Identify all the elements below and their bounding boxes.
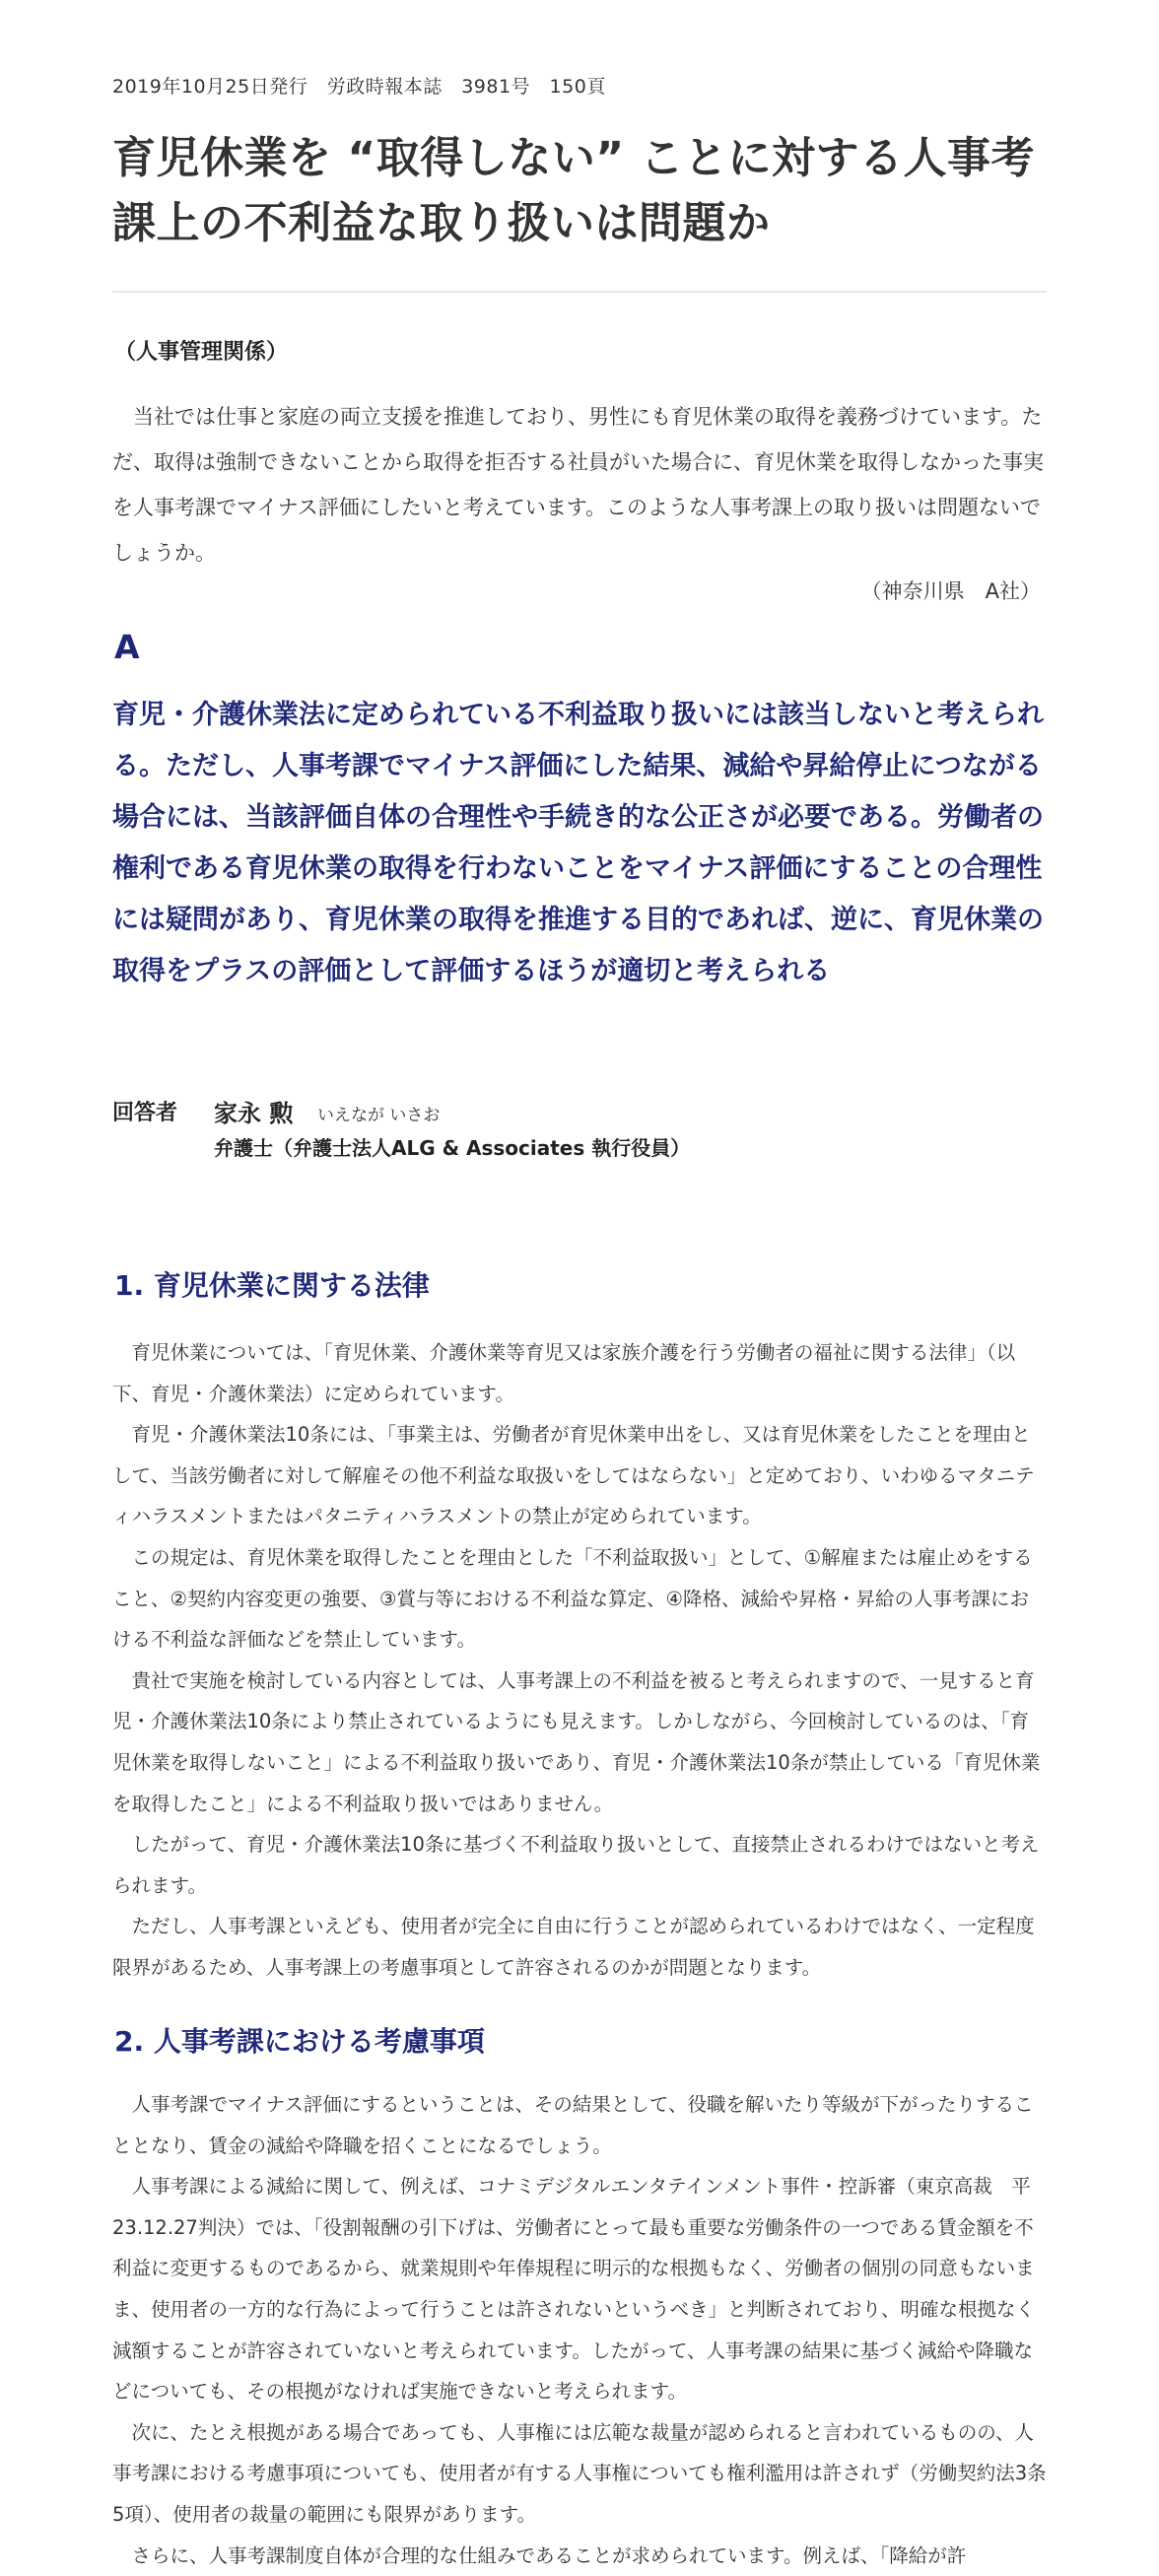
question-text: 当社では仕事と家庭の両立支援を推進しており、男性にも育児休業の取得を義務づけています。ただ、取得は強制できないことから取得を拒否する社員がいた場合に、育児休業を取得しなかった事実を人事考課でマイナス評価にしたいと考えています。このような人事考課上の取り扱いは問題ないでしょうか。 [112,405,1044,565]
answer-summary: 育児・介護休業法に定められている不利益取り扱いには該当しないと考えられる。ただし、人事考課でマイナス評価にした結果、減給や昇給停止につながる場合には、当該評価自体の合理性や手続き的な公正さが必要である。労働者の権利である育児休業の取得を行わないことをマイナス評価にすることの合理性には疑問があり、育児休業の取得を推進する目的であれば、逆に、育児休業の取得をプラスの評価として評価するほうが適切と考えられる [112,700,1044,986]
paragraph: 人事考課でマイナス評価にするということは、その結果として、役職を解いたり等級が下がったりすることとなり、賃金の減給や降職を招くことになるでしょう。 [112,2093,1034,2157]
section-heading: 2. 人事考課における考慮事項 [114,2025,485,2058]
respondent-kana: いえなが いさお [317,1106,441,1125]
paragraph: 次に、たとえ根拠がある場合であっても、人事権には広範な裁量が認められると言われているものの、人事考課における考慮事項についても、使用者が有する人事権についても権利濫用は許されず（労働契約法3条5項）、使用者の裁量の範囲にも限界があります。 [112,2420,1047,2526]
paragraph: 育児・介護休業法10条には、「事業主は、労働者が育児休業申出をし、又は育児休業をしたことを理由として、当該労働者に対して解雇その他不利益な取扱いをしてはならない」と定めており、いわゆるマタニティハラスメントまたはパタニティハラスメントの禁止が定められています。 [112,1423,1035,1528]
respondent-title: 弁護士（弁護士法人ALG & Associates 執行役員） [214,1136,691,1160]
paragraph: 人事考課による減給に関して、例えば、コナミデジタルエンタテインメント事件・控訴審（東京高裁 平23.12.27判決）では、「役割報酬の引下げは、労働者にとって最も重要な労働条件の一つである賃金額を不利益に変更するものであるから、就業規則や年俸規程に明示的な根拠もなく、労働者の個別の同意もないまま、使用者の一方的な行為によって行うことは許されないというべき」と判断されており、明確な根拠なく減額することが許容されていないと考えられています。したがって、人事考課の結果に基づく減給や降職などについても、その根拠がなければ実施できないと考えられます。 [112,2175,1036,2404]
respondent-label: 回答者 [112,1101,178,1125]
paragraph: したがって、育児・介護休業法10条に基づく不利益取り扱いとして、直接禁止されるわけではないと考えられます。 [112,1833,1040,1897]
article-title: 育児休業を “取得しない” ことに対する人事考課上の不利益な取り扱いは問題か [112,133,1035,248]
paragraph: 育児休業については、「育児休業、介護休業等育児又は家族介護を行う労働者の福祉に関する法律」（以下、育児・介護休業法）に定められています。 [112,1341,1016,1405]
section-heading: 1. 育児休業に関する法律 [114,1269,430,1302]
paragraph: さらに、人事考課制度自体が合理的な仕組みであることが求められています。例えば、「降給が許 [131,2543,967,2567]
respondent-name: 家永 勲 [214,1100,294,1127]
answer-mark: A [114,628,140,666]
question-category: （人事管理関係） [114,340,289,365]
asker: （神奈川県 A社） [860,579,1041,603]
section-body [112,2084,1047,2576]
paragraph: この規定は、育児休業を取得したことを理由とした「不利益取扱い」として、①解雇または雇止めをすること、②契約内容変更の強要、③賞与等における不利益な算定、④降格、減給や昇格・昇給の人事考課における不利益な評価などを禁止しています。 [112,1545,1033,1652]
paragraph: 貴社で実施を検討している内容としては、人事考課上の不利益を被ると考えられますので、一見すると育児・介護休業法10条により禁止されているようにも見えます。しかしながら、今回検討しているのは、「育児休業を取得しないこと」による不利益取り扱いであり、育児・介護休業法10条が禁止している「育児休業を取得したこと」による不利益取り扱いではありません。 [112,1668,1041,1815]
section-body [112,1332,1047,1989]
paragraph: ただし、人事考課といえども、使用者が完全に自由に行うことが認められているわけではなく、一定程度限界があるため、人事考課上の考慮事項として許容されるのかが問題となります。 [112,1915,1035,1979]
publication-meta: 2019年10月25日発行 労政時報本誌 3981号 150頁 [112,76,606,98]
title-divider [112,291,1047,293]
